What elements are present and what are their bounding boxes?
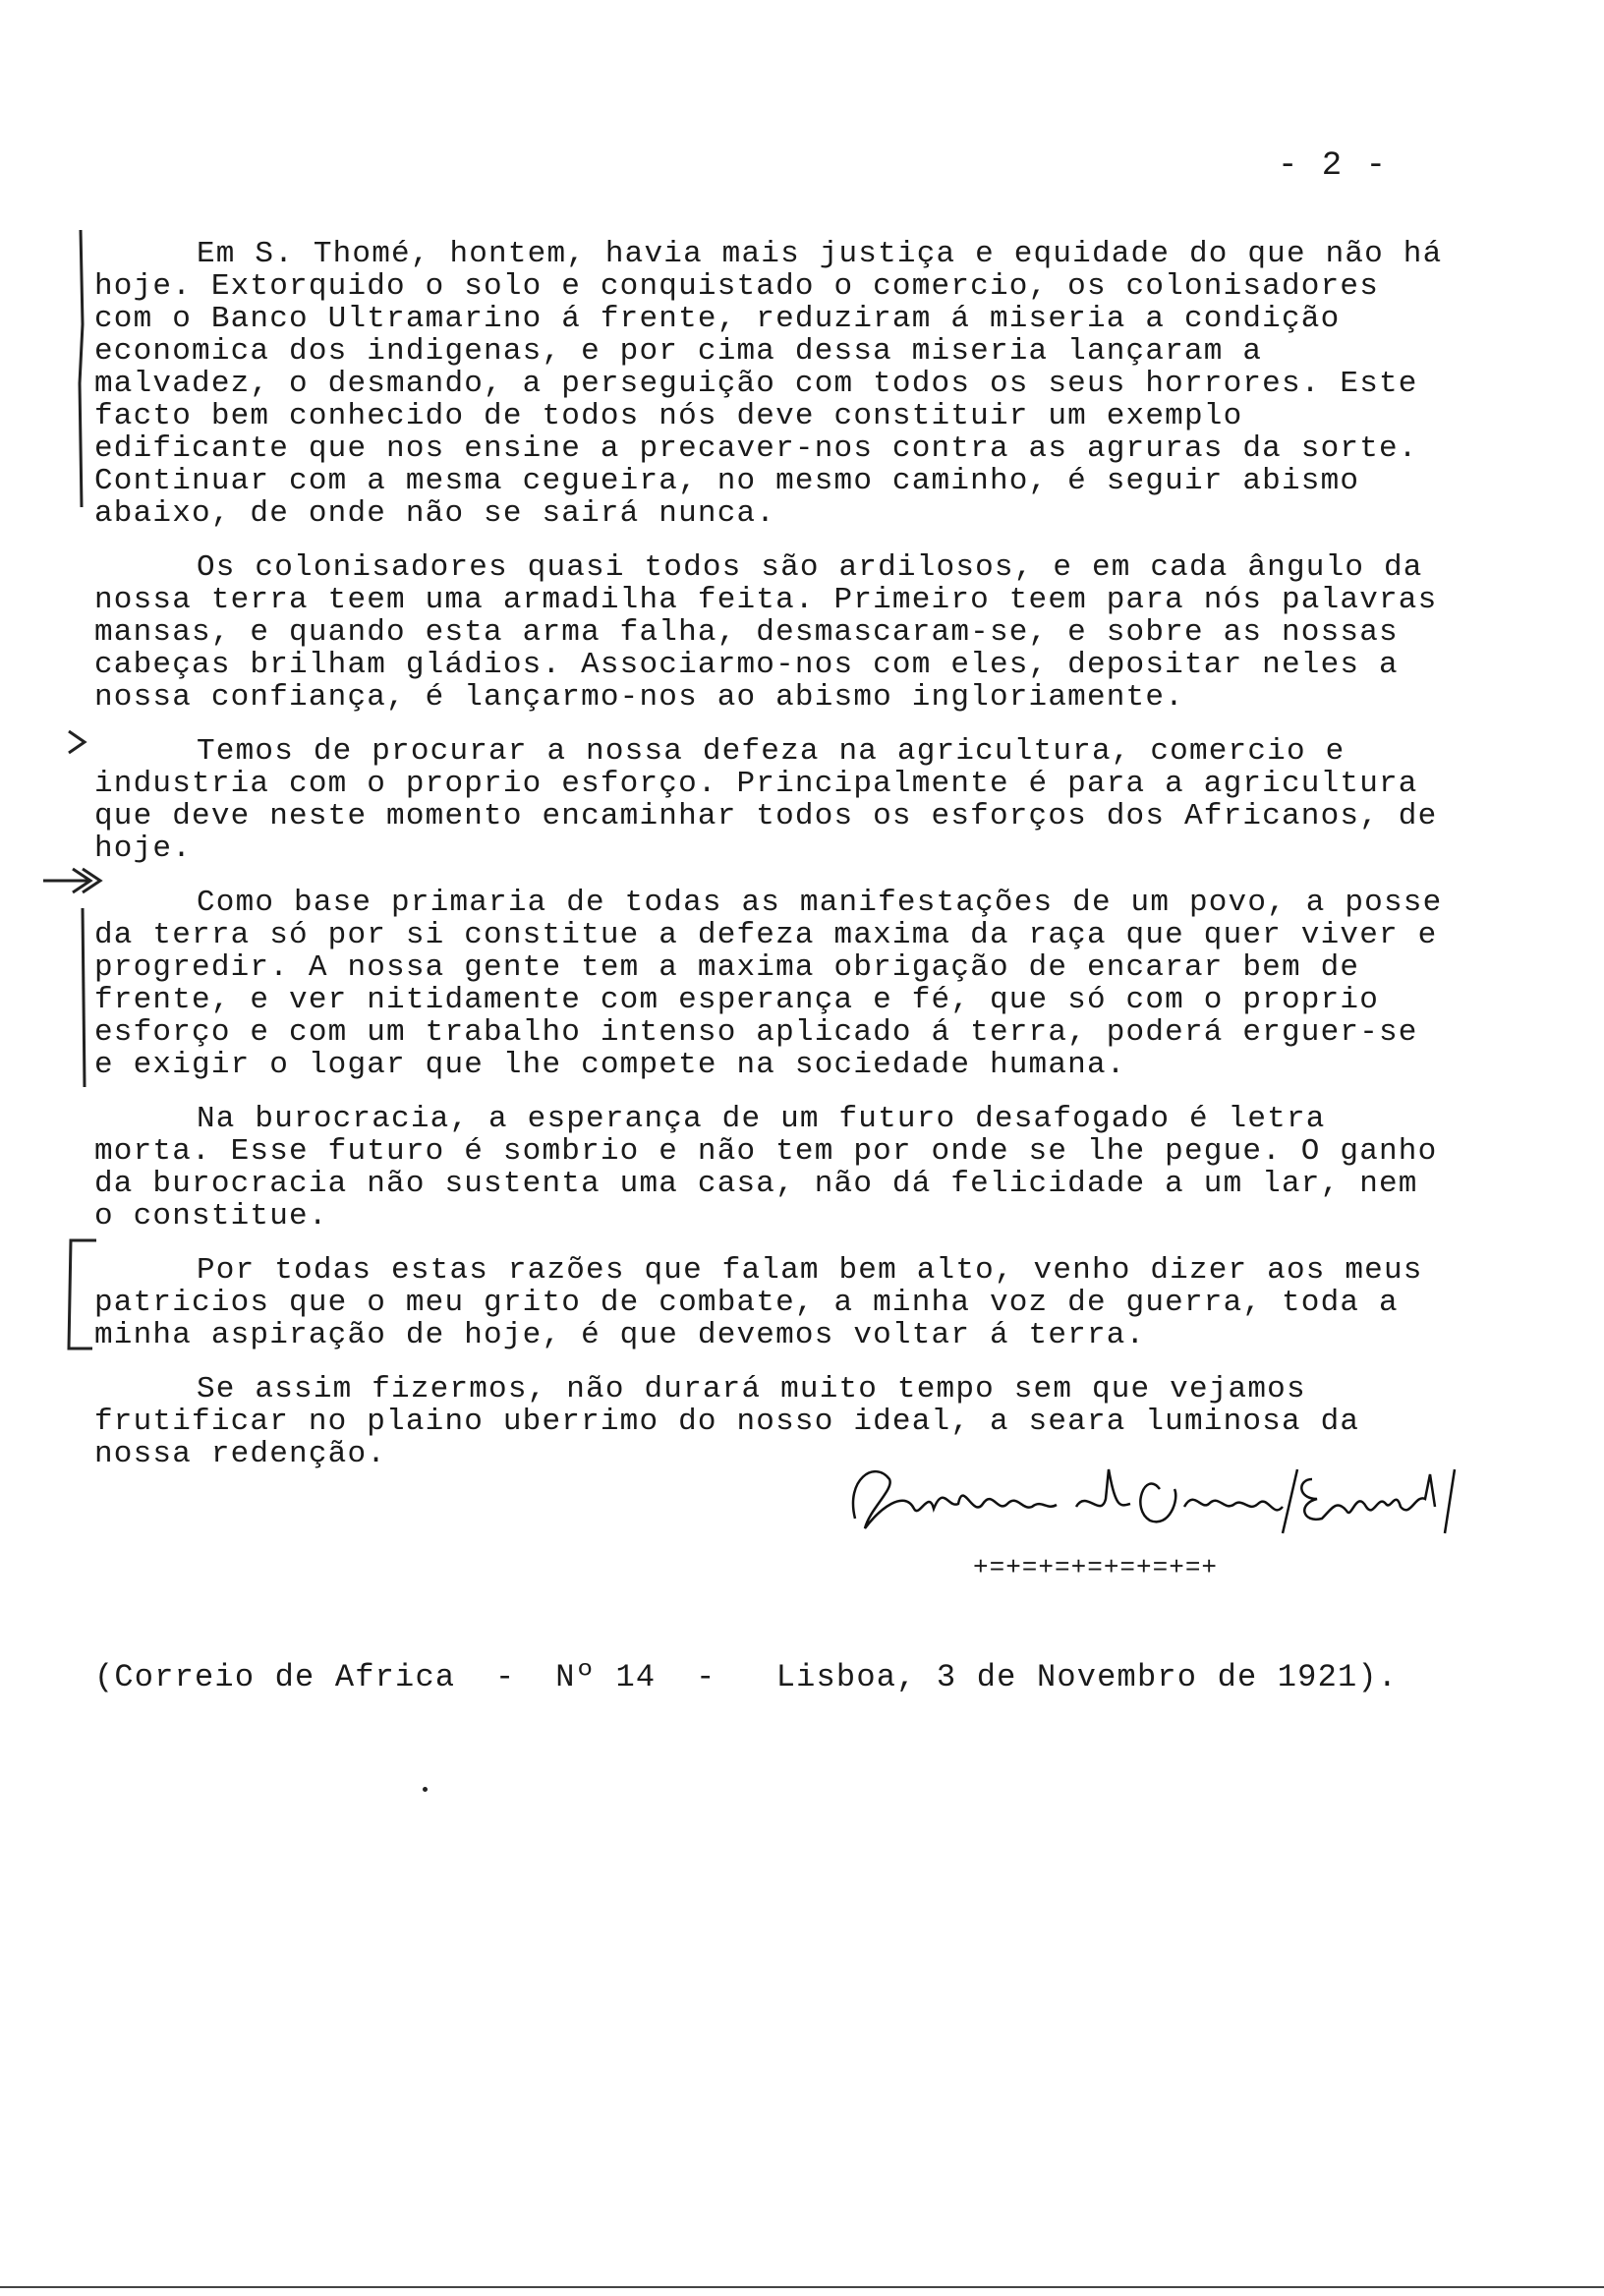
separator-line: +=+=+=+=+=+=+=+ — [973, 1553, 1219, 1582]
paragraph-3: Temos de procurar a nossa defeza na agricultura, comercio e industria com o proprio esforço. Principalmente é para a agricultura que deve neste momento encaminhar todos os esforços dos Africanos, de hoje. — [94, 734, 1438, 866]
paragraph-1: Em S. Thomé, hontem, havia mais justiça e equidade do que não há hoje. Extorquido o solo e conquistado o comercio, os colonisadores com o Banco Ultramarino á frente, reduziram á miseria a condição economica dos indigenas, e por cima dessa miseria lançaram a malvadez, o desmando, a perseguição com todos os seus horrores. Este facto bem conhecido de todos nós deve constituir um exemplo edificante que nos ensine a precaver-nos contra as agruras da sorte. Continuar com a mesma cegueira, no mesmo caminho, é seguir abismo abaixo, de onde não se sairá nunca. — [94, 237, 1443, 531]
paragraph-4: Como base primaria de todas as manifestações de um povo, a posse da terra só por si constitue a defeza maxima da raça que quer viver e progredir. A nossa gente tem a maxima obrigação de encarar bem de frente, e ver nitidamente com esperança e fé, que só com o proprio esforço e com um trabalho intenso aplicado á terra, poderá erguer-se e exigir o logar que lhe compete na sociedade humana. — [94, 886, 1443, 1082]
paragraph-5: Na burocracia, a esperança de um futuro desafogado é letra morta. Esse futuro é sombrio e não tem por onde se lhe pegue. O ganho da burocracia não sustenta uma casa, não dá felicidade a um lar, nem o constitue. — [94, 1102, 1438, 1234]
ink-speck — [423, 1787, 428, 1792]
margin-bracket-paragraph-4 — [75, 904, 94, 1091]
margin-bracket-paragraph-1 — [71, 226, 94, 511]
article-body — [94, 238, 1451, 1470]
paragraph-7: Se assim fizermos, não durará muito tempo sem que vejamos frutificar no plaino uberrimo do nosso ideal, a seara luminosa da nossa redenção. — [94, 1372, 1360, 1471]
handwritten-signature — [835, 1450, 1474, 1538]
source-citation: (Correio de Africa - Nº 14 - Lisboa, 3 de Novembro de 1921). — [94, 1659, 1399, 1695]
page-number: - 2 - — [1278, 147, 1389, 185]
paragraph-2: Os colonisadores quasi todos são ardilosos, e em cada ângulo da nossa terra teem uma armadilha feita. Primeiro teem para nós palavras mansas, e quando esta arma falha, desmascaram-se, e sobre as nossas cabeças brilham gládios. Associarmo-nos com eles, depositar neles a nossa confiança, é lançarmo-nos ao abismo ingloriamente. — [94, 550, 1438, 715]
scan-edge-line — [0, 2286, 1604, 2288]
paragraph-6: Por todas estas razões que falam bem alto, venho dizer aos meus patricios que o meu grito de combate, a minha voz de guerra, toda a minha aspiração de hoje, é que devemos voltar á terra. — [94, 1253, 1423, 1352]
